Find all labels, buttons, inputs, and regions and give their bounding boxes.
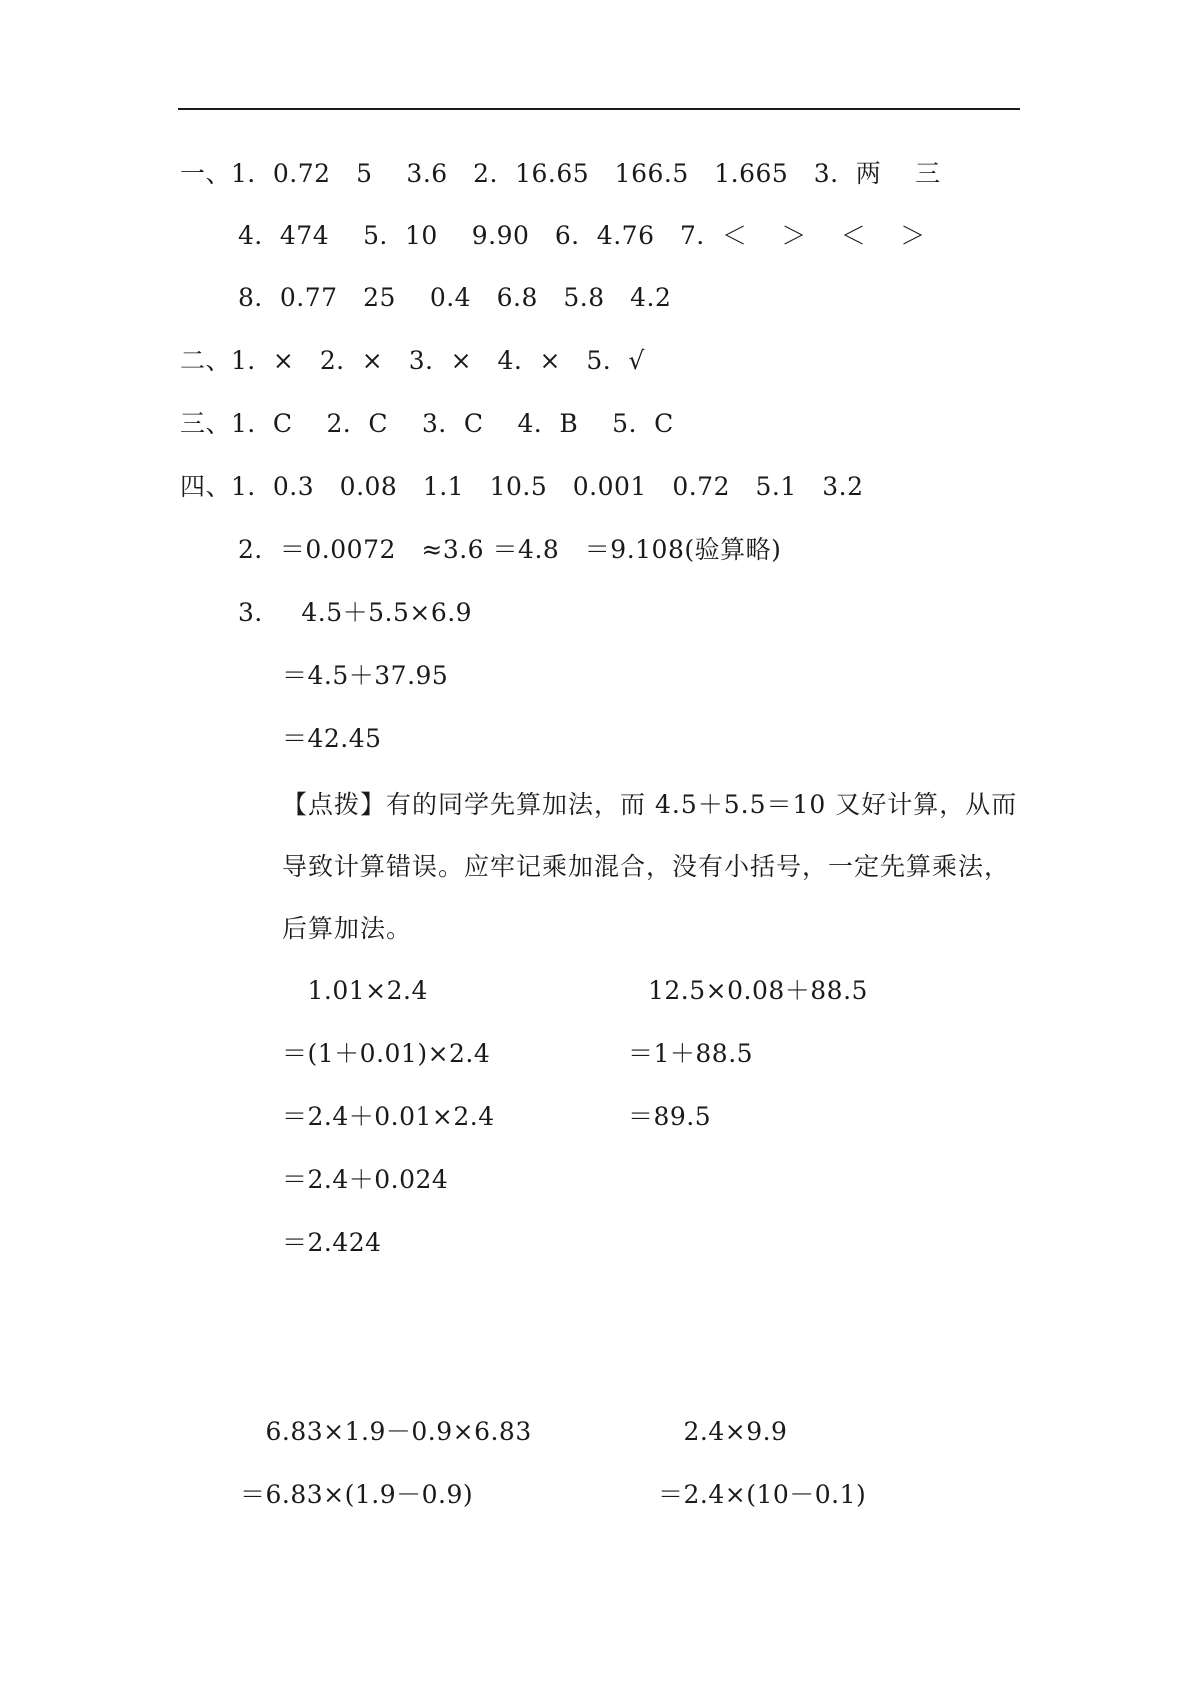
calc2-right-line: ＝2.4×(10－0.1) — [658, 1480, 867, 1509]
answer-line-4: 二、1．× 2．× 3．× 4．× 5．√ — [180, 346, 645, 375]
calc-left-line: 1.01×2.4 — [282, 976, 428, 1005]
answer-line-2: 4．474 5．10 9.90 6．4.76 7．＜ ＞ ＜ ＞ — [238, 221, 926, 250]
answer-line-5: 三、1．C 2．C 3．C 4．B 5．C — [180, 409, 674, 438]
calc2-left-line: 6.83×1.9－0.9×6.83 — [240, 1417, 532, 1446]
calc-left-line: ＝(1＋0.01)×2.4 — [282, 1039, 491, 1068]
answer-line-7: 2．＝0.0072 ≈3.6 ＝4.8 ＝9.108(验算略) — [238, 535, 782, 564]
answer-line-6: 四、1．0.3 0.08 1.1 10.5 0.001 0.72 5.1 3.2 — [180, 472, 864, 501]
answer-line-8: 3． 4.5＋5.5×6.9 — [238, 598, 473, 627]
tip-text: 有的同学先算加法，而 4.5＋5.5＝10 又好计算，从而导致计算错误。应牢记乘加混合，没有小括号，一定先算乘法，后算加法。 — [282, 790, 1018, 943]
calc-left-line: ＝2.424 — [282, 1228, 382, 1257]
calc-right-line: ＝89.5 — [628, 1102, 712, 1131]
header-rule — [178, 108, 1020, 110]
tip-paragraph — [282, 774, 1027, 960]
answer-line-1: 一、1．0.72 5 3.6 2．16.65 166.5 1.665 3．两 三 — [180, 159, 941, 188]
answer-line-9: ＝4.5＋37.95 — [282, 661, 449, 690]
calc-left-line: ＝2.4＋0.01×2.4 — [282, 1102, 495, 1131]
tip-label: 【点拨】 — [282, 790, 387, 819]
calc-left-line: ＝2.4＋0.024 — [282, 1165, 449, 1194]
answer-line-3: 8．0.77 25 0.4 6.8 5.8 4.2 — [238, 283, 672, 312]
calc-right-line: ＝1＋88.5 — [628, 1039, 754, 1068]
calc-right-line: 12.5×0.08＋88.5 — [648, 976, 868, 1005]
calc2-right-line: 2.4×9.9 — [658, 1417, 788, 1446]
answer-line-10: ＝42.45 — [282, 724, 382, 753]
calc2-left-line: ＝6.83×(1.9－0.9) — [240, 1480, 474, 1509]
